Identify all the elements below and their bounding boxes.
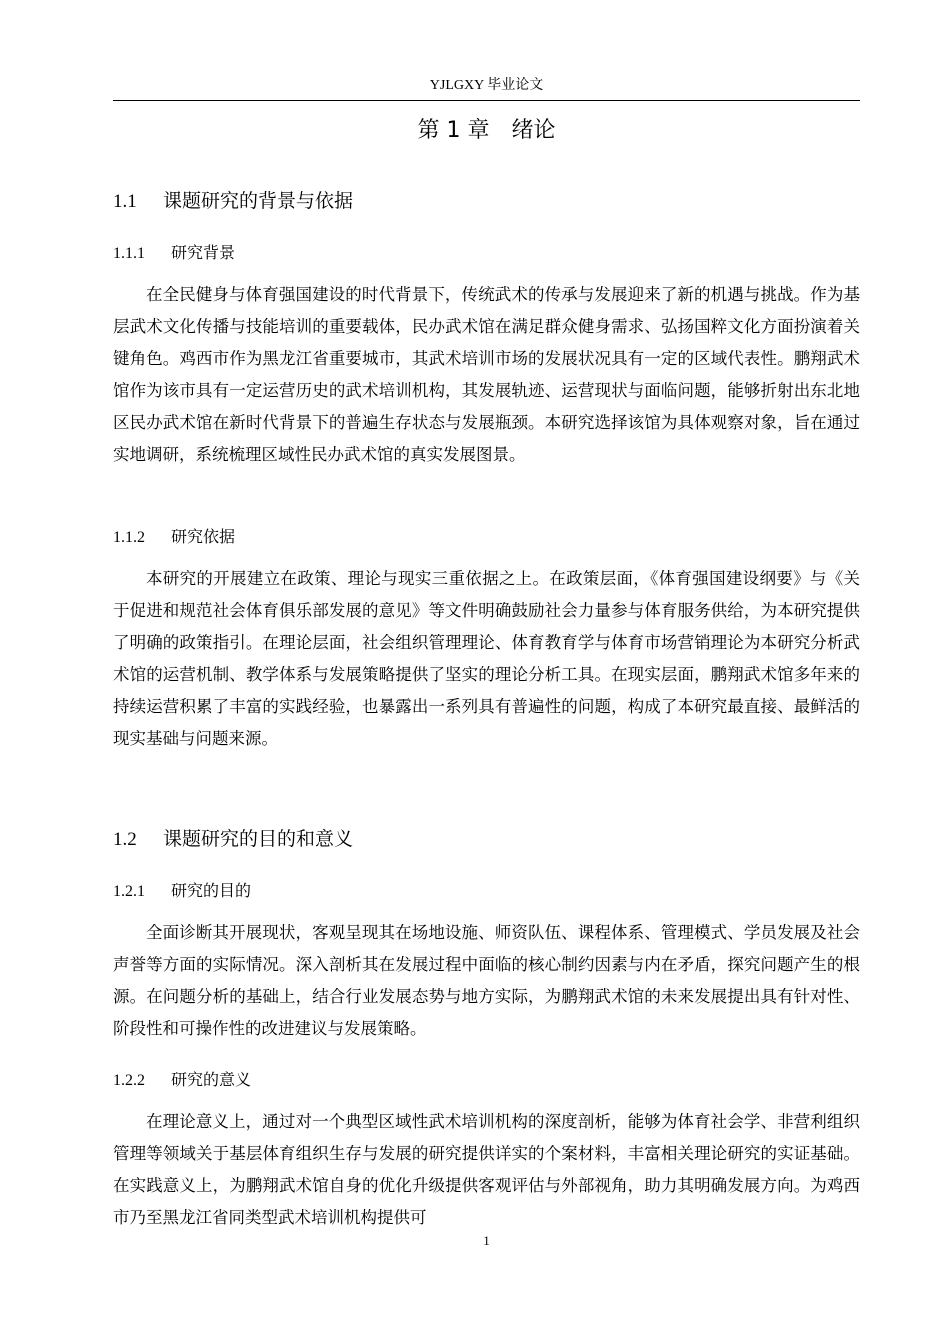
section-number: 1.1 (113, 191, 137, 212)
chapter-title (113, 116, 860, 146)
section-heading (113, 826, 353, 853)
paragraph-research-significance: 在理论意义上，通过对一个典型区域性武术培训机构的深度剖析，能够为体育社会学、非营利组织管理等领域关于基层体育组织生存与发展的研究提供详实的个案材料，丰富相关理论研究的实证基础。在实践意义上，为鹏翔武术馆自身的优化升级提供客观评估与外部视角，助力其明确发展方向。为鸡西市乃至黑龙江省同类型武术培训机构提供可 (113, 1112, 860, 1227)
subsection-number: 1.2.2 (113, 1072, 145, 1089)
paragraph-research-basis: 本研究的开展建立在政策、理论与现实三重依据之上。在政策层面，《体育强国建设纲要》与《关于促进和规范社会体育俱乐部发展的意见》等文件明确鼓励社会力量参与体育服务供给，为本研究提供了明确的政策指引。在理论层面，社会组织管理理论、体育教育学与体育市场营销理论为本研究分析武术馆的运营机制、教学体系与发展策略提供了坚实的理论分析工具。在现实层面，鹏翔武术馆多年来的持续运营积累了丰富的实践经验，也暴露出一系列具有普遍性的问题，构成了本研究最直接、最鲜活的现实基础与问题来源。 (113, 569, 860, 748)
page-header: YJLGXY 毕业论文 (429, 78, 544, 93)
section-heading (113, 188, 353, 215)
subsection-heading (113, 526, 235, 549)
section-number: 1.2 (113, 829, 137, 850)
subsection-number: 1.1.1 (113, 245, 145, 262)
subsection-heading (113, 242, 235, 265)
section-title: 课题研究的目的和意义 (163, 828, 354, 850)
header-rule (113, 100, 860, 101)
subsection-title: 研究背景 (171, 243, 236, 262)
subsection-heading (113, 880, 251, 903)
paragraph-research-background: 在全民健身与体育强国建设的时代背景下，传统武术的传承与发展迎来了新的机遇与挑战。作为基层武术文化传播与技能培训的重要载体，民办武术馆在满足群众健身需求、弘扬国粹文化方面扮演着关键角色。鸡西市作为黑龙江省重要城市，其武术培训市场的发展状况具有一定的区域代表性。鹏翔武术馆作为该市具有一定运营历史的武术培训机构，其发展轨迹、运营现状与面临问题，能够折射出东北地区民办武术馆在新时代背景下的普遍生存状态与发展瓶颈。本研究选择该馆为具体观察对象，旨在通过实地调研，系统梳理区域性民办武术馆的真实发展图景。 (113, 285, 860, 464)
subsection-heading (113, 1069, 251, 1092)
subsection-title: 研究依据 (171, 527, 236, 546)
chapter-name: 绪论 (511, 118, 556, 143)
subsection-number: 1.1.2 (113, 529, 145, 546)
paragraph-research-purpose: 全面诊断其开展现状，客观呈现其在场地设施、师资队伍、课程体系、管理模式、学员发展及社会声誉等方面的实际情况。深入剖析其在发展过程中面临的核心制约因素与内在矛盾，探究问题产生的根源。在问题分析的基础上，结合行业发展态势与地方实际，为鹏翔武术馆的未来发展提出具有针对性、阶段性和可操作性的改进建议与发展策略。 (113, 923, 860, 1038)
section-title: 课题研究的背景与依据 (163, 190, 354, 212)
page-number: 1 (483, 1233, 490, 1248)
subsection-title: 研究的意义 (171, 1070, 252, 1089)
chapter-number: 第 1 章 (417, 118, 490, 143)
subsection-title: 研究的目的 (171, 881, 252, 900)
subsection-number: 1.2.1 (113, 883, 145, 900)
